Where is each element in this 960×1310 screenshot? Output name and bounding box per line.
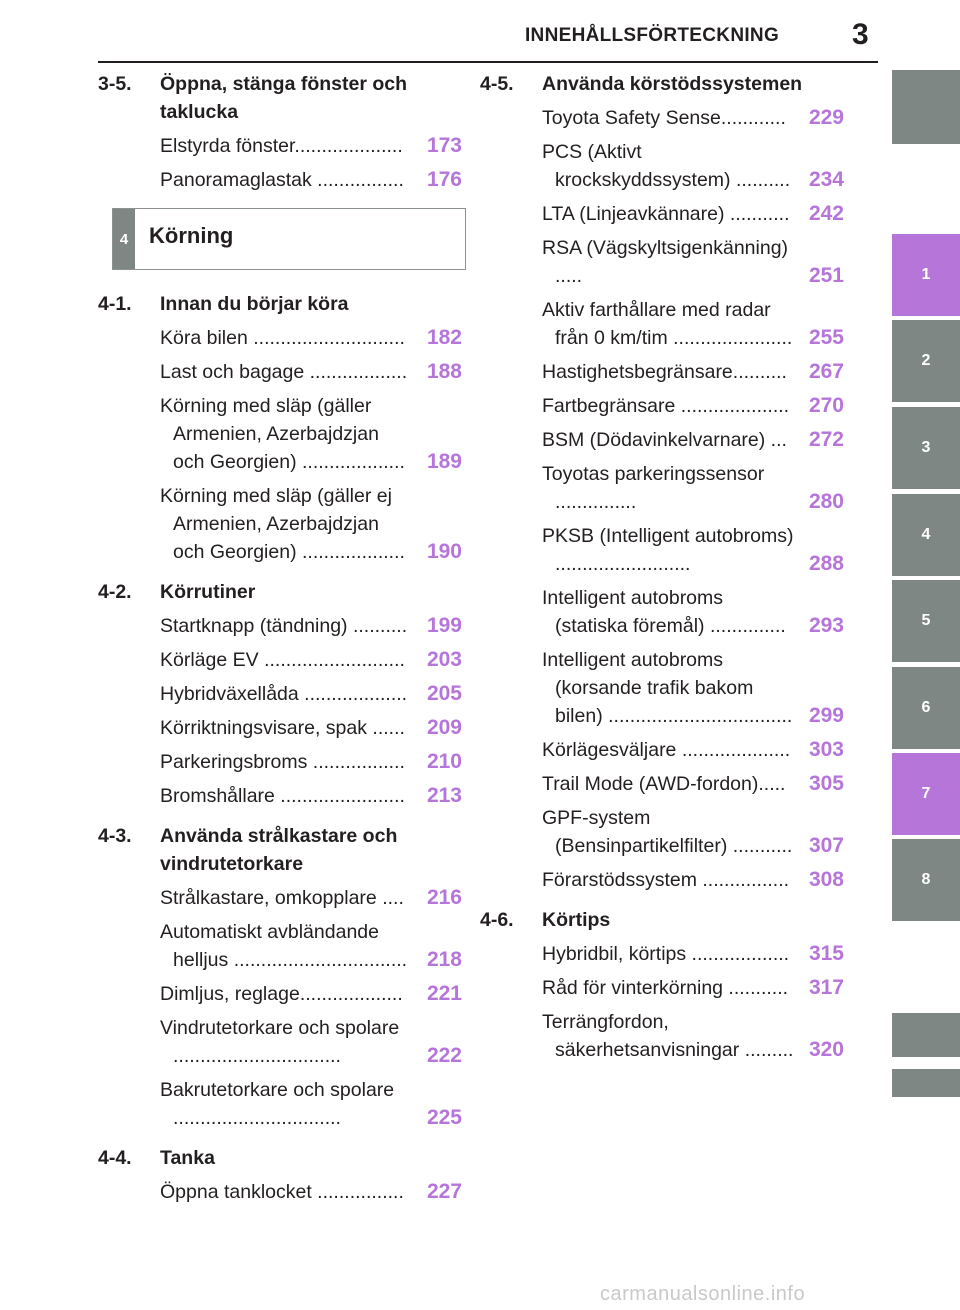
toc-leader-dots: ....: [376, 887, 404, 909]
toc-leader-dots: ................: [311, 1181, 404, 1203]
toc-leader-dots: .....: [555, 265, 583, 287]
section-number: 4-4.: [98, 1147, 132, 1169]
toc-page-link[interactable]: 267: [806, 358, 844, 386]
chapter-tab-3[interactable]: 3: [892, 407, 960, 489]
chapter-title: Körning: [149, 223, 234, 248]
chapter-tab-blank[interactable]: [892, 70, 960, 144]
toc-section-heading: [98, 70, 466, 126]
section-title: Körtips: [542, 909, 611, 931]
toc-entry[interactable]: [542, 234, 848, 290]
toc-entry[interactable]: [160, 482, 466, 566]
section-title: Körrutiner: [160, 581, 256, 603]
toc-page-link[interactable]: 255: [806, 324, 844, 352]
toc-entry-label: [160, 782, 466, 810]
toc-section-heading: [98, 1144, 466, 1172]
toc-page-link[interactable]: 307: [806, 832, 844, 860]
section-title: Använda körstödssystemen: [542, 73, 803, 95]
toc-entry-text: Dimljus, reglage: [160, 983, 300, 1005]
toc-page-link[interactable]: 305: [806, 770, 844, 798]
toc-entry-text: Hybridväxellåda: [160, 683, 299, 705]
toc-entry-text: Körriktningsvisare, spak: [160, 717, 367, 739]
toc-entry-label: [542, 296, 848, 352]
toc-page-link[interactable]: 299: [806, 702, 844, 730]
toc-entry[interactable]: [542, 296, 848, 352]
section-number: 4-6.: [480, 909, 514, 931]
chapter-tab-2[interactable]: 2: [892, 320, 960, 402]
toc-right-sections: [480, 70, 848, 1064]
toc-entry-text: PCS (Aktivt krockskyddssystem): [542, 141, 731, 191]
toc-entry-text: Bakrutetorkare och spolare: [160, 1079, 395, 1101]
chapter-tab-6[interactable]: 6: [892, 667, 960, 749]
toc-page-link[interactable]: 173: [424, 132, 462, 160]
section-number: 4-2.: [98, 581, 132, 603]
toc-section-heading: [98, 290, 466, 318]
toc-page-link[interactable]: 182: [424, 324, 462, 352]
toc-leader-dots: ....................: [676, 739, 791, 761]
toc-entry-text: Förarstödssystem: [542, 869, 697, 891]
toc-entry-text: GPF-system (Bensinpartikelfilter): [542, 807, 728, 857]
chapter-tab-4[interactable]: 4: [892, 494, 960, 576]
toc-entry-label: [160, 884, 466, 912]
toc-leader-dots: ...........: [723, 977, 789, 999]
toc-entry-label: [160, 1076, 466, 1132]
toc-entry[interactable]: [160, 918, 466, 974]
toc-entry-label: [542, 804, 848, 860]
toc-page-link[interactable]: 209: [424, 714, 462, 742]
toc-entry-label: [542, 426, 848, 454]
chapter-tab-5[interactable]: 5: [892, 580, 960, 662]
toc-entry-text: Aktiv farthållare med radar från 0 km/tim: [542, 299, 771, 349]
chapter-number-tab: 4: [113, 209, 135, 269]
toc-entry[interactable]: [542, 392, 848, 420]
toc-leader-dots: ................: [311, 169, 404, 191]
toc-entry[interactable]: [160, 1014, 466, 1070]
toc-entry-label: [160, 166, 466, 194]
toc-leader-dots: ..........: [347, 615, 408, 637]
toc-entry-label: [160, 918, 466, 974]
page-header-title: INNEHÅLLSFÖRTECKNING: [524, 25, 780, 46]
toc-entry-text: Intelligent autobroms (korsande trafik bakom bilen): [542, 649, 754, 727]
toc-entry-label: [542, 866, 848, 894]
toc-entry-label: [542, 392, 848, 420]
toc-entry-text: Körlägesväljare: [542, 739, 677, 761]
watermark-text: carmanualsonline.info: [600, 1283, 806, 1305]
toc-left-sections-before: [98, 70, 466, 194]
toc-leader-dots: .....: [758, 773, 786, 795]
header-divider: [98, 61, 878, 63]
toc-entry-text: Vindrutetorkare och spolare: [160, 1017, 400, 1039]
toc-entry-label: [542, 522, 848, 578]
toc-page-link[interactable]: 308: [806, 866, 844, 894]
toc-entry[interactable]: [542, 646, 848, 730]
toc-leader-dots: ....................: [294, 135, 403, 157]
toc-entry[interactable]: [160, 714, 466, 742]
toc-entry-text: BSM (Dödavinkelvarnare): [542, 429, 766, 451]
toc-section-heading: [98, 578, 466, 606]
toc-page-link[interactable]: 199: [424, 612, 462, 640]
toc-entry-label: [160, 714, 466, 742]
section-number: 3-5.: [98, 73, 132, 95]
toc-leader-dots: .........................: [555, 553, 691, 575]
toc-entry[interactable]: [542, 522, 848, 578]
toc-leader-dots: ..........: [730, 169, 791, 191]
toc-entry[interactable]: [542, 736, 848, 764]
toc-page-link[interactable]: 213: [424, 782, 462, 810]
toc-page-link[interactable]: 218: [424, 946, 462, 974]
toc-entry-label: [542, 104, 848, 132]
chapter-tab-blank[interactable]: [892, 1069, 960, 1097]
toc-left-sections-after: [98, 290, 466, 1206]
toc-entry-text: Råd för vinterkörning: [542, 977, 724, 999]
toc-page-link[interactable]: 227: [424, 1178, 462, 1206]
toc-leader-dots: ...............................: [173, 1107, 341, 1129]
toc-leader-dots: .........: [739, 1039, 794, 1061]
toc-entry[interactable]: [542, 358, 848, 386]
toc-page-link[interactable]: 210: [424, 748, 462, 776]
toc-leader-dots: ....................: [675, 395, 790, 417]
toc-entry-text: Hybridbil, körtips: [542, 943, 687, 965]
toc-entry-text: Körning med släp (gäller ej Armenien, Azerbajdzjan och Georgien): [160, 485, 392, 563]
toc-entry-label: [542, 1008, 848, 1064]
toc-page-link[interactable]: 288: [806, 550, 844, 578]
toc-entry-text: Intelligent autobroms (statiska föremål): [542, 587, 724, 637]
toc-page-link[interactable]: 293: [806, 612, 844, 640]
toc-entry[interactable]: [542, 974, 848, 1002]
toc-page-link[interactable]: 234: [806, 166, 844, 194]
toc-entry[interactable]: [160, 1076, 466, 1132]
toc-entry[interactable]: [542, 1008, 848, 1064]
toc-entry-text: Strålkastare, omkopplare: [160, 887, 377, 909]
toc-leader-dots: ......: [367, 717, 405, 739]
toc-entry-label: [542, 736, 848, 764]
toc-entry-text: Körning med släp (gäller Armenien, Azerbajdzjan och Georgien): [160, 395, 379, 473]
toc-entry[interactable]: [160, 1178, 466, 1206]
toc-entry-text: Öppna tanklocket: [160, 1181, 312, 1203]
toc-entry-label: [160, 1014, 466, 1070]
toc-entry-text: Last och bagage: [160, 361, 305, 383]
toc-leader-dots: .................: [307, 751, 405, 773]
section-number: 4-5.: [480, 73, 514, 95]
toc-entry[interactable]: [542, 940, 848, 968]
toc-entry[interactable]: [160, 782, 466, 810]
toc-entry-text: RSA (Vägskyltsigenkänning): [542, 237, 789, 259]
section-title: Tanka: [160, 1147, 215, 1169]
toc-page-link[interactable]: 222: [424, 1042, 462, 1070]
toc-page-link[interactable]: 190: [424, 538, 462, 566]
toc-page-link[interactable]: 225: [424, 1104, 462, 1132]
toc-entry-label: [542, 200, 848, 228]
chapter-tab-1[interactable]: 1: [892, 234, 960, 316]
toc-page-link[interactable]: 315: [806, 940, 844, 968]
toc-leader-dots: ..........................: [258, 649, 405, 671]
toc-entry[interactable]: [542, 200, 848, 228]
toc-entry-label: [160, 612, 466, 640]
toc-entry-label: [542, 770, 848, 798]
toc-entry[interactable]: [542, 138, 848, 194]
toc-leader-dots: ...............: [555, 491, 637, 513]
toc-entry[interactable]: [160, 392, 466, 476]
toc-entry[interactable]: [542, 804, 848, 860]
toc-page-link[interactable]: 280: [806, 488, 844, 516]
toc-section-heading: [480, 70, 848, 98]
toc-entry-text: Toyota Safety Sense: [542, 107, 721, 129]
toc-page-link[interactable]: 320: [806, 1036, 844, 1064]
section-title: Öppna, stänga fönster och taklucka: [160, 73, 408, 123]
toc-left-column: [98, 70, 466, 1206]
toc-entry[interactable]: [542, 584, 848, 640]
chapter-tab-7[interactable]: 7: [892, 753, 960, 835]
toc-entry-label: [160, 680, 466, 708]
toc-page-link[interactable]: 317: [806, 974, 844, 1002]
toc-page-link[interactable]: 188: [424, 358, 462, 386]
toc-page-link[interactable]: 216: [424, 884, 462, 912]
toc-entry-label: [160, 392, 466, 476]
section-number: 4-3.: [98, 825, 132, 847]
toc-entry-text: PKSB (Intelligent autobroms): [542, 525, 794, 547]
toc-entry-label: [160, 482, 466, 566]
toc-entry-label: [160, 980, 466, 1008]
toc-page-link[interactable]: 205: [424, 680, 462, 708]
toc-entry[interactable]: [542, 460, 848, 516]
toc-entry-label: [542, 358, 848, 386]
chapter-heading-box[interactable]: [112, 208, 466, 270]
toc-page-link[interactable]: 272: [806, 426, 844, 454]
toc-entry-text: Toyotas parkeringssensor: [542, 463, 765, 485]
toc-entry-text: Körläge EV: [160, 649, 259, 671]
toc-entry[interactable]: [160, 132, 466, 160]
toc-entry[interactable]: [160, 324, 466, 352]
toc-right-column: [480, 70, 848, 1064]
toc-entry[interactable]: [542, 426, 848, 454]
chapter-tab-blank[interactable]: [892, 1013, 960, 1057]
toc-entry-label: [160, 1178, 466, 1206]
toc-page-link[interactable]: 242: [806, 200, 844, 228]
toc-leader-dots: .......................: [274, 785, 405, 807]
toc-entry[interactable]: [160, 612, 466, 640]
toc-entry-label: [542, 940, 848, 968]
toc-entry-label: [542, 646, 848, 730]
toc-entry[interactable]: [160, 884, 466, 912]
toc-leader-dots: ......................: [667, 327, 793, 349]
toc-entry-text: LTA (Linjeavkännare): [542, 203, 725, 225]
section-number: 4-1.: [98, 293, 132, 315]
toc-page-link[interactable]: 221: [424, 980, 462, 1008]
toc-leader-dots: ...: [765, 429, 787, 451]
toc-entry-label: [542, 974, 848, 1002]
toc-entry-label: [160, 358, 466, 386]
toc-leader-dots: ...................: [299, 983, 403, 1005]
toc-entry-text: Köra bilen: [160, 327, 248, 349]
toc-entry[interactable]: [160, 680, 466, 708]
toc-entry-label: [542, 138, 848, 194]
toc-page-link[interactable]: 251: [806, 262, 844, 290]
toc-leader-dots: ..................: [304, 361, 408, 383]
toc-entry-label: [160, 748, 466, 776]
toc-section-heading: [98, 822, 466, 878]
toc-entry[interactable]: [542, 770, 848, 798]
toc-leader-dots: ..............: [704, 615, 786, 637]
toc-page-link[interactable]: 176: [424, 166, 462, 194]
toc-entry[interactable]: [160, 358, 466, 386]
toc-entry-text: Terrängfordon, säkerhetsanvisningar: [542, 1011, 740, 1061]
toc-entry-label: [542, 234, 848, 290]
toc-entry-label: [542, 584, 848, 640]
toc-entry-text: Panoramaglastak: [160, 169, 312, 191]
toc-leader-dots: ..........: [732, 361, 787, 383]
toc-leader-dots: ...................: [298, 683, 408, 705]
chapter-tab-8[interactable]: 8: [892, 839, 960, 921]
toc-leader-dots: ..................................: [602, 705, 793, 727]
toc-leader-dots: ............................: [247, 327, 405, 349]
toc-entry[interactable]: [542, 104, 848, 132]
toc-page-link[interactable]: 303: [806, 736, 844, 764]
toc-leader-dots: ...............................: [173, 1045, 341, 1067]
toc-leader-dots: ...................: [296, 541, 405, 563]
toc-page-link[interactable]: 189: [424, 448, 462, 476]
toc-leader-dots: ................: [696, 869, 790, 891]
toc-entry-label: [542, 460, 848, 516]
toc-leader-dots: ...................: [296, 451, 405, 473]
toc-entry-text: Automatiskt avbländande helljus: [160, 921, 379, 971]
section-title: Använda strålkastare och vindrutetorkare: [160, 825, 398, 875]
toc-leader-dots: ...........: [727, 835, 793, 857]
section-title: Innan du börjar köra: [160, 293, 349, 315]
toc-entry-text: Elstyrda fönster: [160, 135, 295, 157]
toc-entry[interactable]: [542, 866, 848, 894]
toc-entry-label: [160, 132, 466, 160]
toc-section-heading: [480, 906, 848, 934]
toc-leader-dots: ...........: [724, 203, 790, 225]
toc-entry-label: [160, 324, 466, 352]
toc-entry-label: [160, 646, 466, 674]
toc-entry-text: Bromshållare: [160, 785, 275, 807]
toc-entry[interactable]: [160, 748, 466, 776]
toc-entry-text: Hastighetsbegränsare: [542, 361, 733, 383]
toc-entry-text: Trail Mode (AWD-fordon): [542, 773, 759, 795]
toc-page-link[interactable]: 203: [424, 646, 462, 674]
toc-leader-dots: ............: [720, 107, 786, 129]
toc-entry-text: Startknapp (tändning): [160, 615, 348, 637]
toc-page-link[interactable]: 229: [806, 104, 844, 132]
toc-entry[interactable]: [160, 166, 466, 194]
toc-entry-text: Fartbegränsare: [542, 395, 676, 417]
toc-leader-dots: ................................: [228, 949, 408, 971]
toc-page-link[interactable]: 270: [806, 392, 844, 420]
toc-entry-text: Parkeringsbroms: [160, 751, 308, 773]
toc-entry[interactable]: [160, 980, 466, 1008]
toc-leader-dots: ..................: [686, 943, 790, 965]
toc-entry[interactable]: [160, 646, 466, 674]
page-number: 3: [852, 18, 869, 51]
